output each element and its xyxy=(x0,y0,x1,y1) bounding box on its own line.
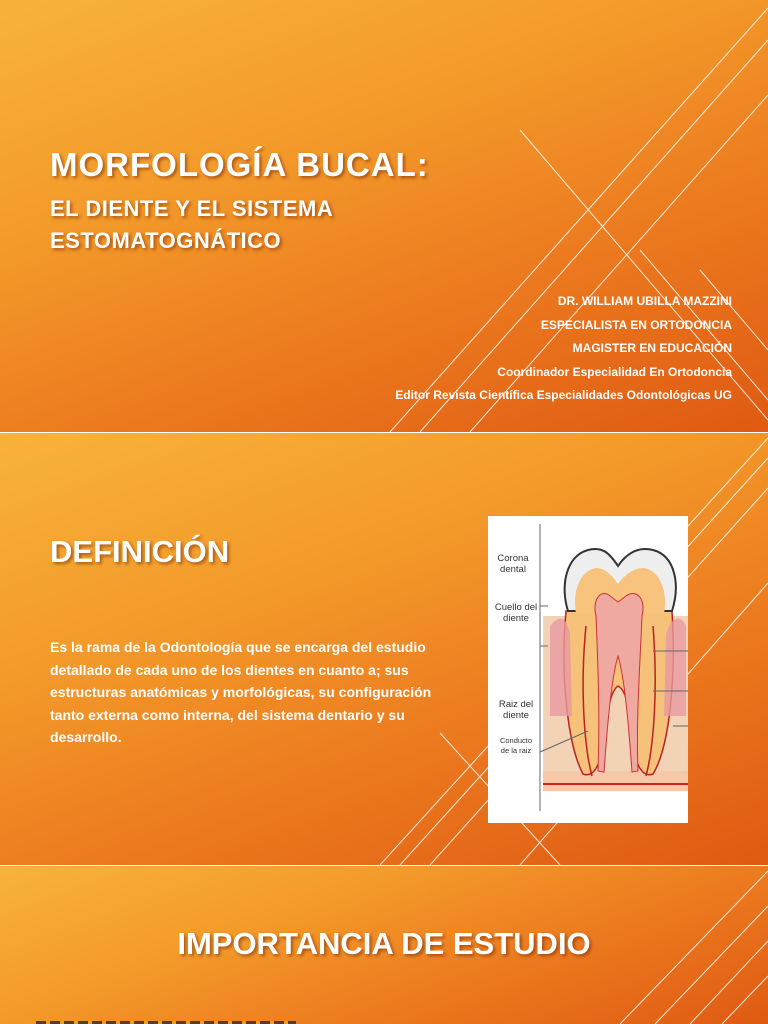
author-specialty: ESPECIALISTA EN ORTODONCIA xyxy=(540,317,732,332)
author-degree: MAGISTER EN EDUCACIÓN xyxy=(572,341,732,355)
cover-subtitle-line2: ESTOMATOGNÁTICO xyxy=(50,228,282,253)
author-info xyxy=(395,290,732,408)
label-conducto-line1: Conducto xyxy=(499,736,533,745)
cover-title: MORFOLOGÍA BUCAL: xyxy=(50,146,429,183)
label-cuello xyxy=(488,602,544,624)
label-corona-line1: Corona xyxy=(497,553,529,564)
importancia-title: IMPORTANCIA DE ESTUDIO xyxy=(177,926,591,961)
slide-definicion xyxy=(0,433,768,865)
label-cuello-line1: Cuello del xyxy=(494,602,538,613)
label-corona-line2: dental xyxy=(500,564,526,575)
label-raiz-line2: diente xyxy=(503,710,529,721)
author-role: Coordinador Especialidad En Ortodoncia xyxy=(497,364,732,379)
label-conducto-line2: de la raiz xyxy=(500,746,532,755)
label-raiz xyxy=(488,699,544,721)
tooth-diagram xyxy=(488,516,688,823)
cover-subtitle xyxy=(50,193,333,257)
label-corona xyxy=(488,553,538,575)
label-cuello-line2: diente xyxy=(503,613,529,624)
author-editor: Editor Revista Científica Especialidades Odontológicas UG xyxy=(395,388,732,402)
author-name: DR. WILLIAM UBILLA MAZZINI xyxy=(557,294,732,308)
definicion-title: DEFINICIÓN xyxy=(50,534,230,569)
slide-cover xyxy=(0,0,768,432)
label-raiz-line1: Raiz del xyxy=(498,699,534,710)
cover-subtitle-line1: EL DIENTE Y EL SISTEMA xyxy=(50,196,334,221)
definicion-text: Es la rama de la Odontología que se encarga del estudio detallado de cada uno de los dientes en cuanto a; sus estructuras anatómicas y morfológicas, su configuración tanto externa como interna, del sistema dentario y su desarrollo. xyxy=(50,639,432,745)
slide-importancia xyxy=(0,866,768,1024)
label-conducto xyxy=(490,736,542,756)
